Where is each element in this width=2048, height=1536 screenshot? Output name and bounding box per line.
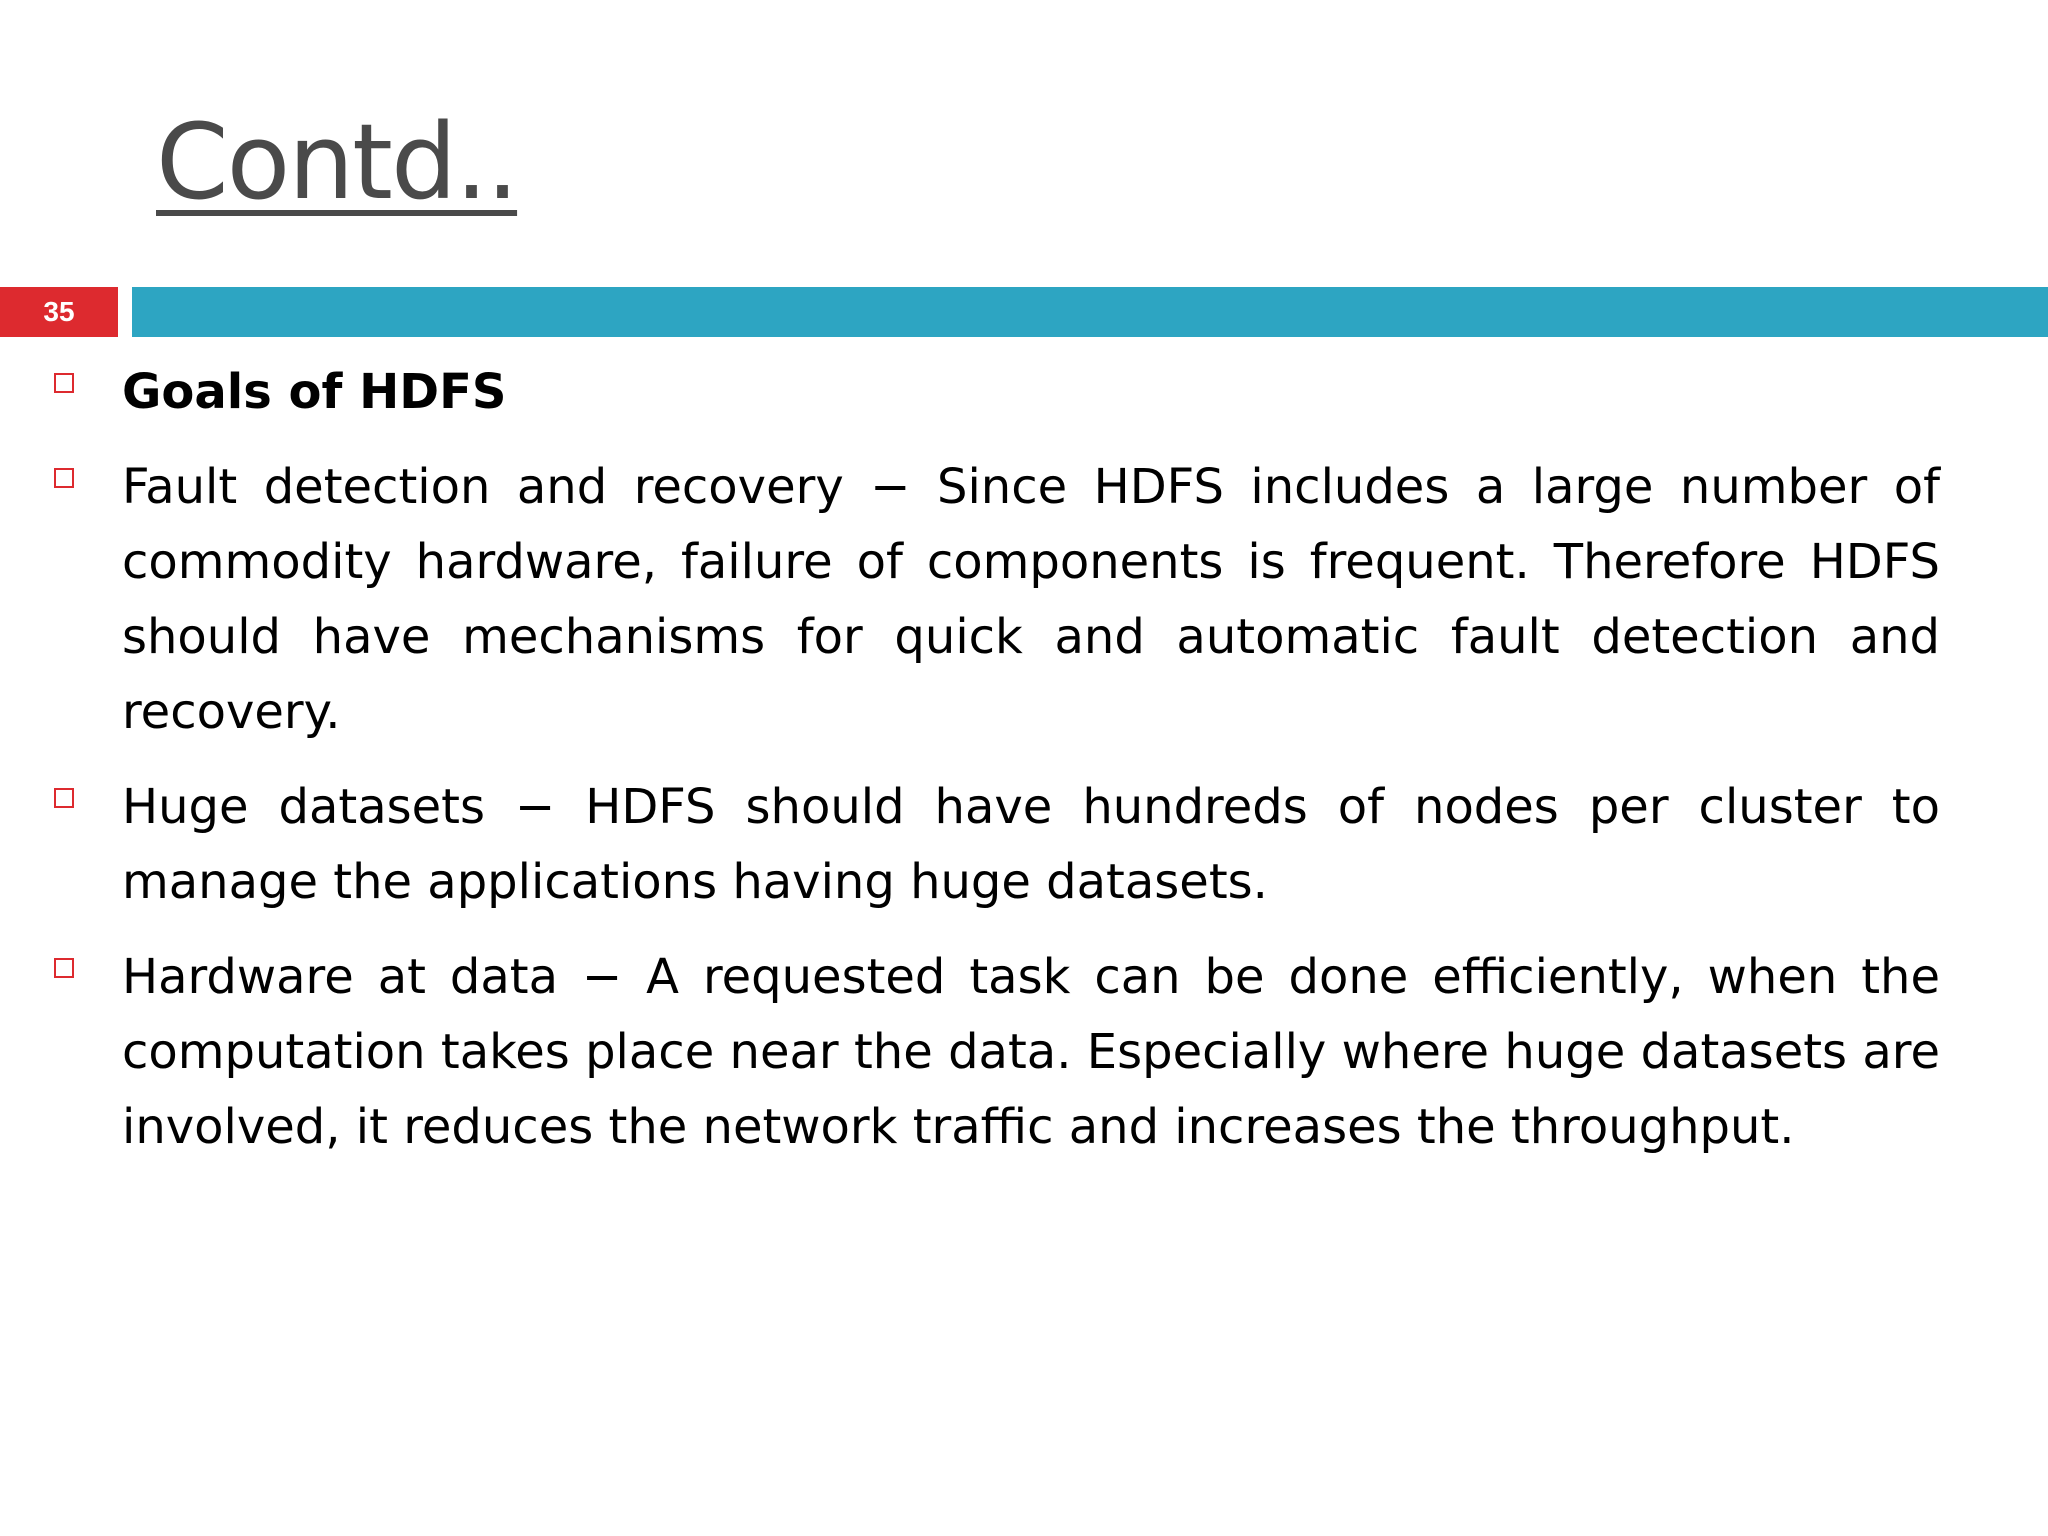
bullet-item-goals-heading [50,355,1940,430]
bullet-text: Goals of HDFS [122,364,507,420]
square-bullet-icon [54,788,74,808]
square-bullet-icon [54,958,74,978]
square-bullet-icon [54,468,74,488]
square-bullet-icon [54,373,74,393]
slide-number-badge: 35 [0,287,118,337]
bullet-text: Hardware at data − A requested task can be done efficiently, when the computation takes place near the data. Especially where huge datasets are involved, it reduces the network traffic and increases the throughput. [122,949,1940,1155]
slide-title: Contd.. [156,101,518,223]
bullet-list [50,355,1940,1185]
bullet-item-fault-detection [50,450,1940,750]
bullet-text: Fault detection and recovery − Since HDFS includes a large number of commodity hardware, failure of components is frequent. Therefore HDFS should have mechanisms for quick and automatic fault detection and recovery. [122,459,1940,740]
bullet-text: Huge datasets − HDFS should have hundreds of nodes per cluster to manage the applications having huge datasets. [122,779,1940,910]
bullet-item-huge-datasets [50,770,1940,920]
title-divider-bar [132,287,2048,337]
bullet-item-hardware-at-data [50,940,1940,1165]
